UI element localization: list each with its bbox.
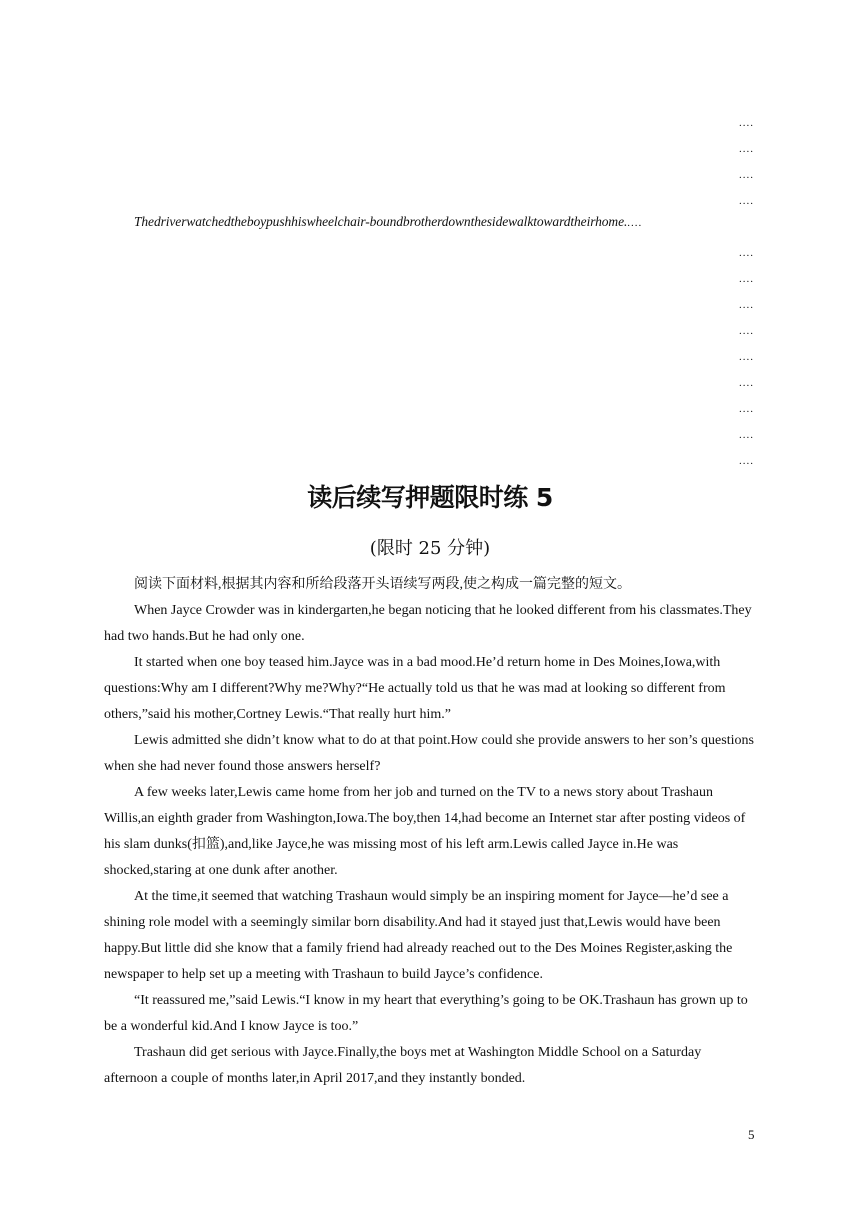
dot-leader: .... — [739, 143, 754, 155]
dot-leader: .... — [627, 217, 643, 229]
dot-leader: .... — [739, 429, 754, 441]
dot-leader: .... — [739, 455, 754, 467]
dot-leader: .... — [739, 403, 754, 415]
time-limit-subtitle: (限时 25 分钟) — [369, 538, 491, 559]
passage-body — [104, 572, 756, 1092]
dot-leader: .... — [739, 195, 754, 207]
dot-leader: .... — [739, 169, 754, 181]
passage-paragraph: “It reassured me,”said Lewis.“I know in my heart that everything’s going to be OK.Trashaun has grown up to be a wonderful kid.And I know Jayce is too.” — [104, 993, 748, 1034]
dot-leader: .... — [739, 247, 754, 259]
passage-paragraph: A few weeks later,Lewis came home from her job and turned on the TV to a news story about Trashaun Willis,an eighth grader from Washington,Iowa.The boy,then 14,had become an Internet star after posting videos of his slam dunks(扣篮),and,like Jayce,he was missing most of his left arm.Lewis called Jayce in.He was shocked,staring at one dunk after another. — [104, 785, 746, 878]
passage-paragraph: Trashaun did get serious with Jayce.Finally,the boys met at Washington Middle School on a Saturday afternoon a couple of months later,in April 2017,and they instantly bonded. — [104, 1045, 702, 1086]
passage-paragraph: When Jayce Crowder was in kindergarten,he began noticing that he looked different from his classmates.They had two hands.But he had only one. — [104, 603, 752, 644]
page-title: 读后续写押题限时练 5 — [307, 483, 553, 512]
passage-paragraph: At the time,it seemed that watching Trashaun would simply be an inspiring moment for Jayce—he’d see a shining role model with a seemingly similar born disability.And had it stayed just that,Lewis would have been happy.But little did she know that a family friend had already reached out to the Des Moines Register,asking the newspaper to help set up a meeting with Trashaun to build Jayce’s confidence. — [104, 889, 733, 982]
dot-leader: .... — [739, 299, 754, 311]
page-number: 5 — [748, 1127, 755, 1142]
dot-leader: .... — [739, 117, 754, 129]
dot-leader: .... — [739, 351, 754, 363]
dot-leader: .... — [739, 377, 754, 389]
dot-leader: .... — [739, 273, 754, 285]
instruction-paragraph: 阅读下面材料,根据其内容和所给段落开头语续写两段,使之构成一篇完整的短文。 — [134, 577, 631, 592]
dot-leader: .... — [739, 325, 754, 337]
passage-paragraph: Lewis admitted she didn’t know what to do at that point.How could she provide answers to her son’s questions when she had never found those answers herself? — [104, 733, 754, 774]
writing-prompt-line — [134, 214, 642, 230]
writing-prompt-text: Thedriverwatchedtheboypushhiswheelchair-boundbrotherdownthesidewalktowardtheirhome. — [134, 214, 628, 229]
passage-paragraph: It started when one boy teased him.Jayce was in a bad mood.He’d return home in Des Moines,Iowa,with questions:Why am I different?Why me?Why?“He actually told us that he was mad at looking so different from others,”said his mother,Cortney Lewis.“That really hurt him.” — [104, 655, 726, 722]
